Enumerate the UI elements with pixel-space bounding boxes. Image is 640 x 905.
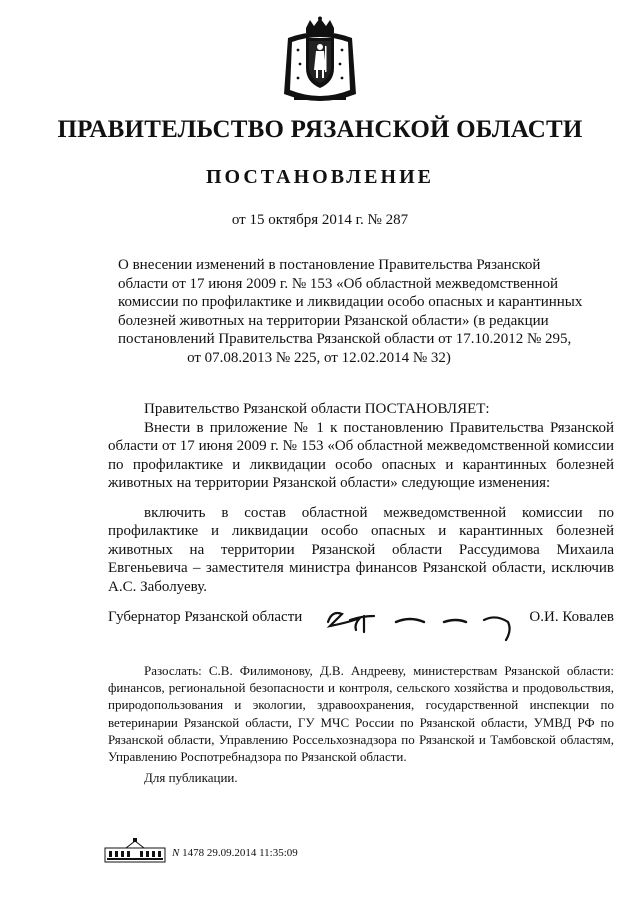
subject-line: О внесении изменений в постановление Правительства Рязанской [118, 257, 541, 273]
subject-line: от 07.08.2013 № 225, от 12.02.2014 № 32) [187, 349, 451, 366]
subject-line: области от 17 июня 2009 г. № 153 «Об областной межведомственной [118, 275, 559, 292]
body-paragraph: Внести в приложение № 1 к постановлению Правительства Рязанской области от 17 июня 2009 г. № 153 «Об областной межведомственной комиссии по профилактике и ликвидации особо опасных и карантинных болезней животных на территории Рязанской области» следующие изменения: [108, 420, 614, 492]
registration-stamp [172, 847, 298, 859]
document-type: ПОСТАНОВЛЕНИЕ [206, 166, 434, 188]
subject-line: постановлений Правительства Рязанской области от 17.10.2012 № 295, [118, 331, 572, 348]
preamble: Правительство Рязанской области ПОСТАНОВЛЯЕТ: [144, 401, 490, 417]
handwritten-signature [320, 600, 520, 644]
document-date-number: от 15 октября 2014 г. № 287 [231, 212, 409, 228]
subject-line: комиссии по профилактике и ликвидации особо опасных и карантинных [118, 294, 583, 311]
subject-line: болезней животных на территории Рязанской области» (в редакции [118, 312, 549, 329]
distribution-list: Разослать: С.В. Филимонову, Д.В. Андрееву, министерствам Рязанской области: финансов, региональной безопасности и контроля, сельского хозяйства и продовольствия, природопользования и экологии, здравоохранения, государственной инспекции по ветеринарии Рязанской области, ГУ МЧС России по Рязанской области, УМВД РФ по Рязанской области, Управлению Россельхознадзора по Рязанской и Тамбовской областям, Управлению Роспотребнадзора по Рязанской области. [108, 663, 614, 765]
coat-of-arms-icon [278, 16, 362, 106]
for-publication-note: Для публикации. [144, 770, 238, 785]
registration-text: 1478 29.09.2014 11:35:09 [182, 847, 298, 859]
document-subject [118, 256, 583, 368]
government-title: ПРАВИТЕЛЬСТВО РЯЗАНСКОЙ ОБЛАСТИ [57, 116, 583, 143]
signatory-position: Губернатор Рязанской области [108, 609, 303, 625]
body-paragraph: включить в состав областной межведомственной комиссии по профилактике и ликвидации особо опасных и карантинных болезней животных на территории Рязанской области Рассудимова Михаила Евгеньевича – заместителя министра финансов Рязанской области, исключив А.С. Заболуеву. [108, 505, 614, 595]
signatory-name: О.И. Ковалев [529, 609, 614, 625]
government-building-stamp-icon [104, 838, 166, 864]
registration-mark-icon: Ν [172, 847, 180, 859]
signature-block [108, 606, 614, 642]
